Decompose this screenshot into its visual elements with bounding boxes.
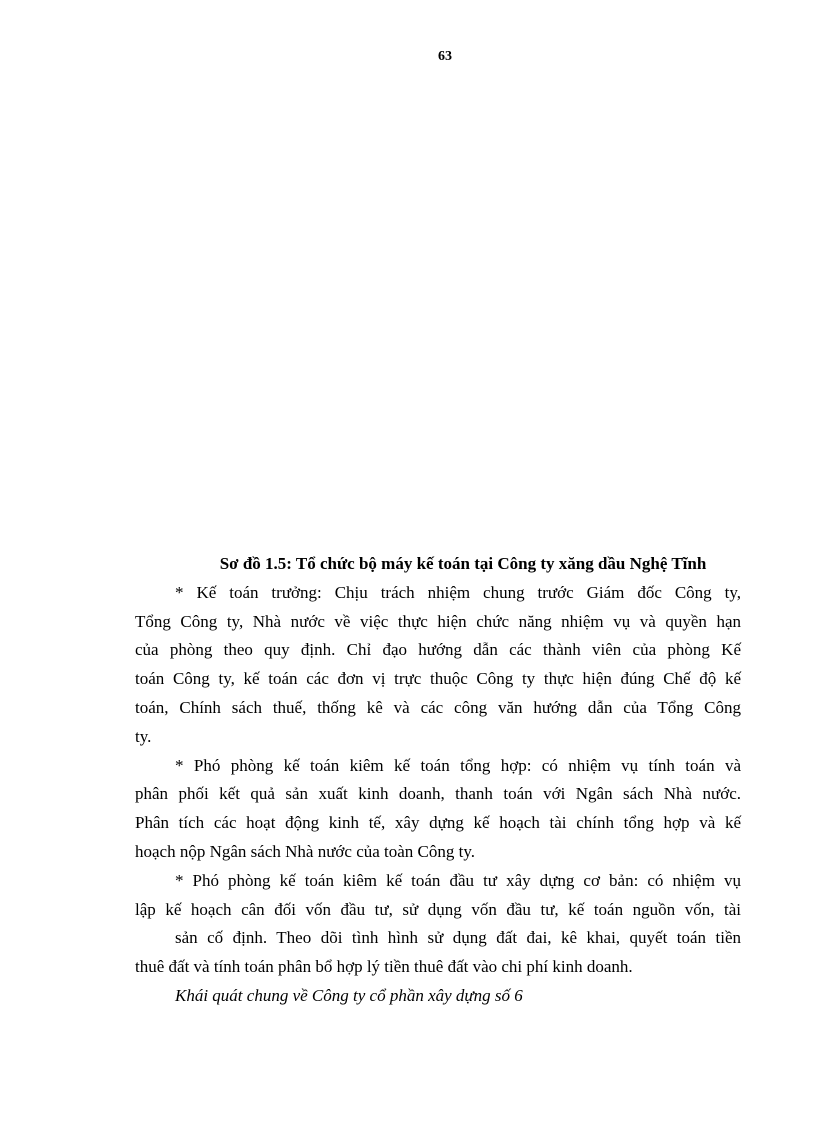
text-line: thuê đất và tính toán phân bổ hợp lý tiền thuê đất vào chi phí kinh doanh. bbox=[135, 957, 633, 977]
text-line: của phòng theo quy định. Chỉ đạo hướng dẫn các thành viên của phòng Kế bbox=[135, 640, 741, 660]
paragraph-deputy-general-accounting bbox=[135, 752, 741, 867]
page-number: 63 bbox=[438, 49, 452, 64]
text-line: ty. bbox=[135, 726, 152, 746]
text-line: hoạch nộp Ngân sách Nhà nước của toàn Công ty. bbox=[135, 841, 476, 861]
text-line: * Phó phòng kế toán kiêm kế toán tổng hợp: có nhiệm vụ tính toán và bbox=[175, 755, 741, 775]
paragraph-deputy-investment-accounting bbox=[135, 867, 741, 982]
figure-caption bbox=[135, 550, 741, 579]
figure-placeholder bbox=[135, 90, 741, 530]
text-line: toán, Chính sách thuế, thống kê và các công văn hướng dẫn của Tổng Công bbox=[135, 697, 741, 717]
text-line: Phân tích các hoạt động kinh tế, xây dựng kế hoạch tài chính tổng hợp và kế bbox=[135, 813, 741, 833]
text-line: toán Công ty, kế toán các đơn vị trực thuộc Công ty thực hiện đúng Chế độ kế bbox=[135, 669, 741, 689]
caption-prefix: Sơ đồ 1.5: bbox=[219, 554, 292, 573]
section-heading: Khái quát chung về Công ty cổ phần xây dựng số 6 bbox=[175, 985, 523, 1005]
text-line: lập kế hoạch cân đối vốn đầu tư, sử dụng vốn đầu tư, kế toán nguồn vốn, tài bbox=[135, 899, 741, 919]
text-line: phân phối kết quả sản xuất kinh doanh, thanh toán với Ngân sách Nhà nước. bbox=[135, 784, 741, 804]
text-line: sản cố định. Theo dõi tình hình sử dụng đất đai, kê khai, quyết toán tiền bbox=[175, 928, 741, 948]
caption-title: Tổ chức bộ máy kế toán tại Công ty xăng dầu Nghệ Tĩnh bbox=[295, 554, 707, 573]
text-line: * Phó phòng kế toán kiêm kế toán đầu tư xây dựng cơ bản: có nhiệm vụ bbox=[175, 870, 741, 890]
text-line: * Kế toán trưởng: Chịu trách nhiệm chung trước Giám đốc Công ty, bbox=[175, 582, 741, 602]
paragraph-chief-accountant bbox=[135, 579, 741, 752]
document-body bbox=[135, 550, 741, 1011]
text-line: Tổng Công ty, Nhà nước về việc thực hiện chức năng nhiệm vụ và quyền hạn bbox=[135, 611, 741, 631]
